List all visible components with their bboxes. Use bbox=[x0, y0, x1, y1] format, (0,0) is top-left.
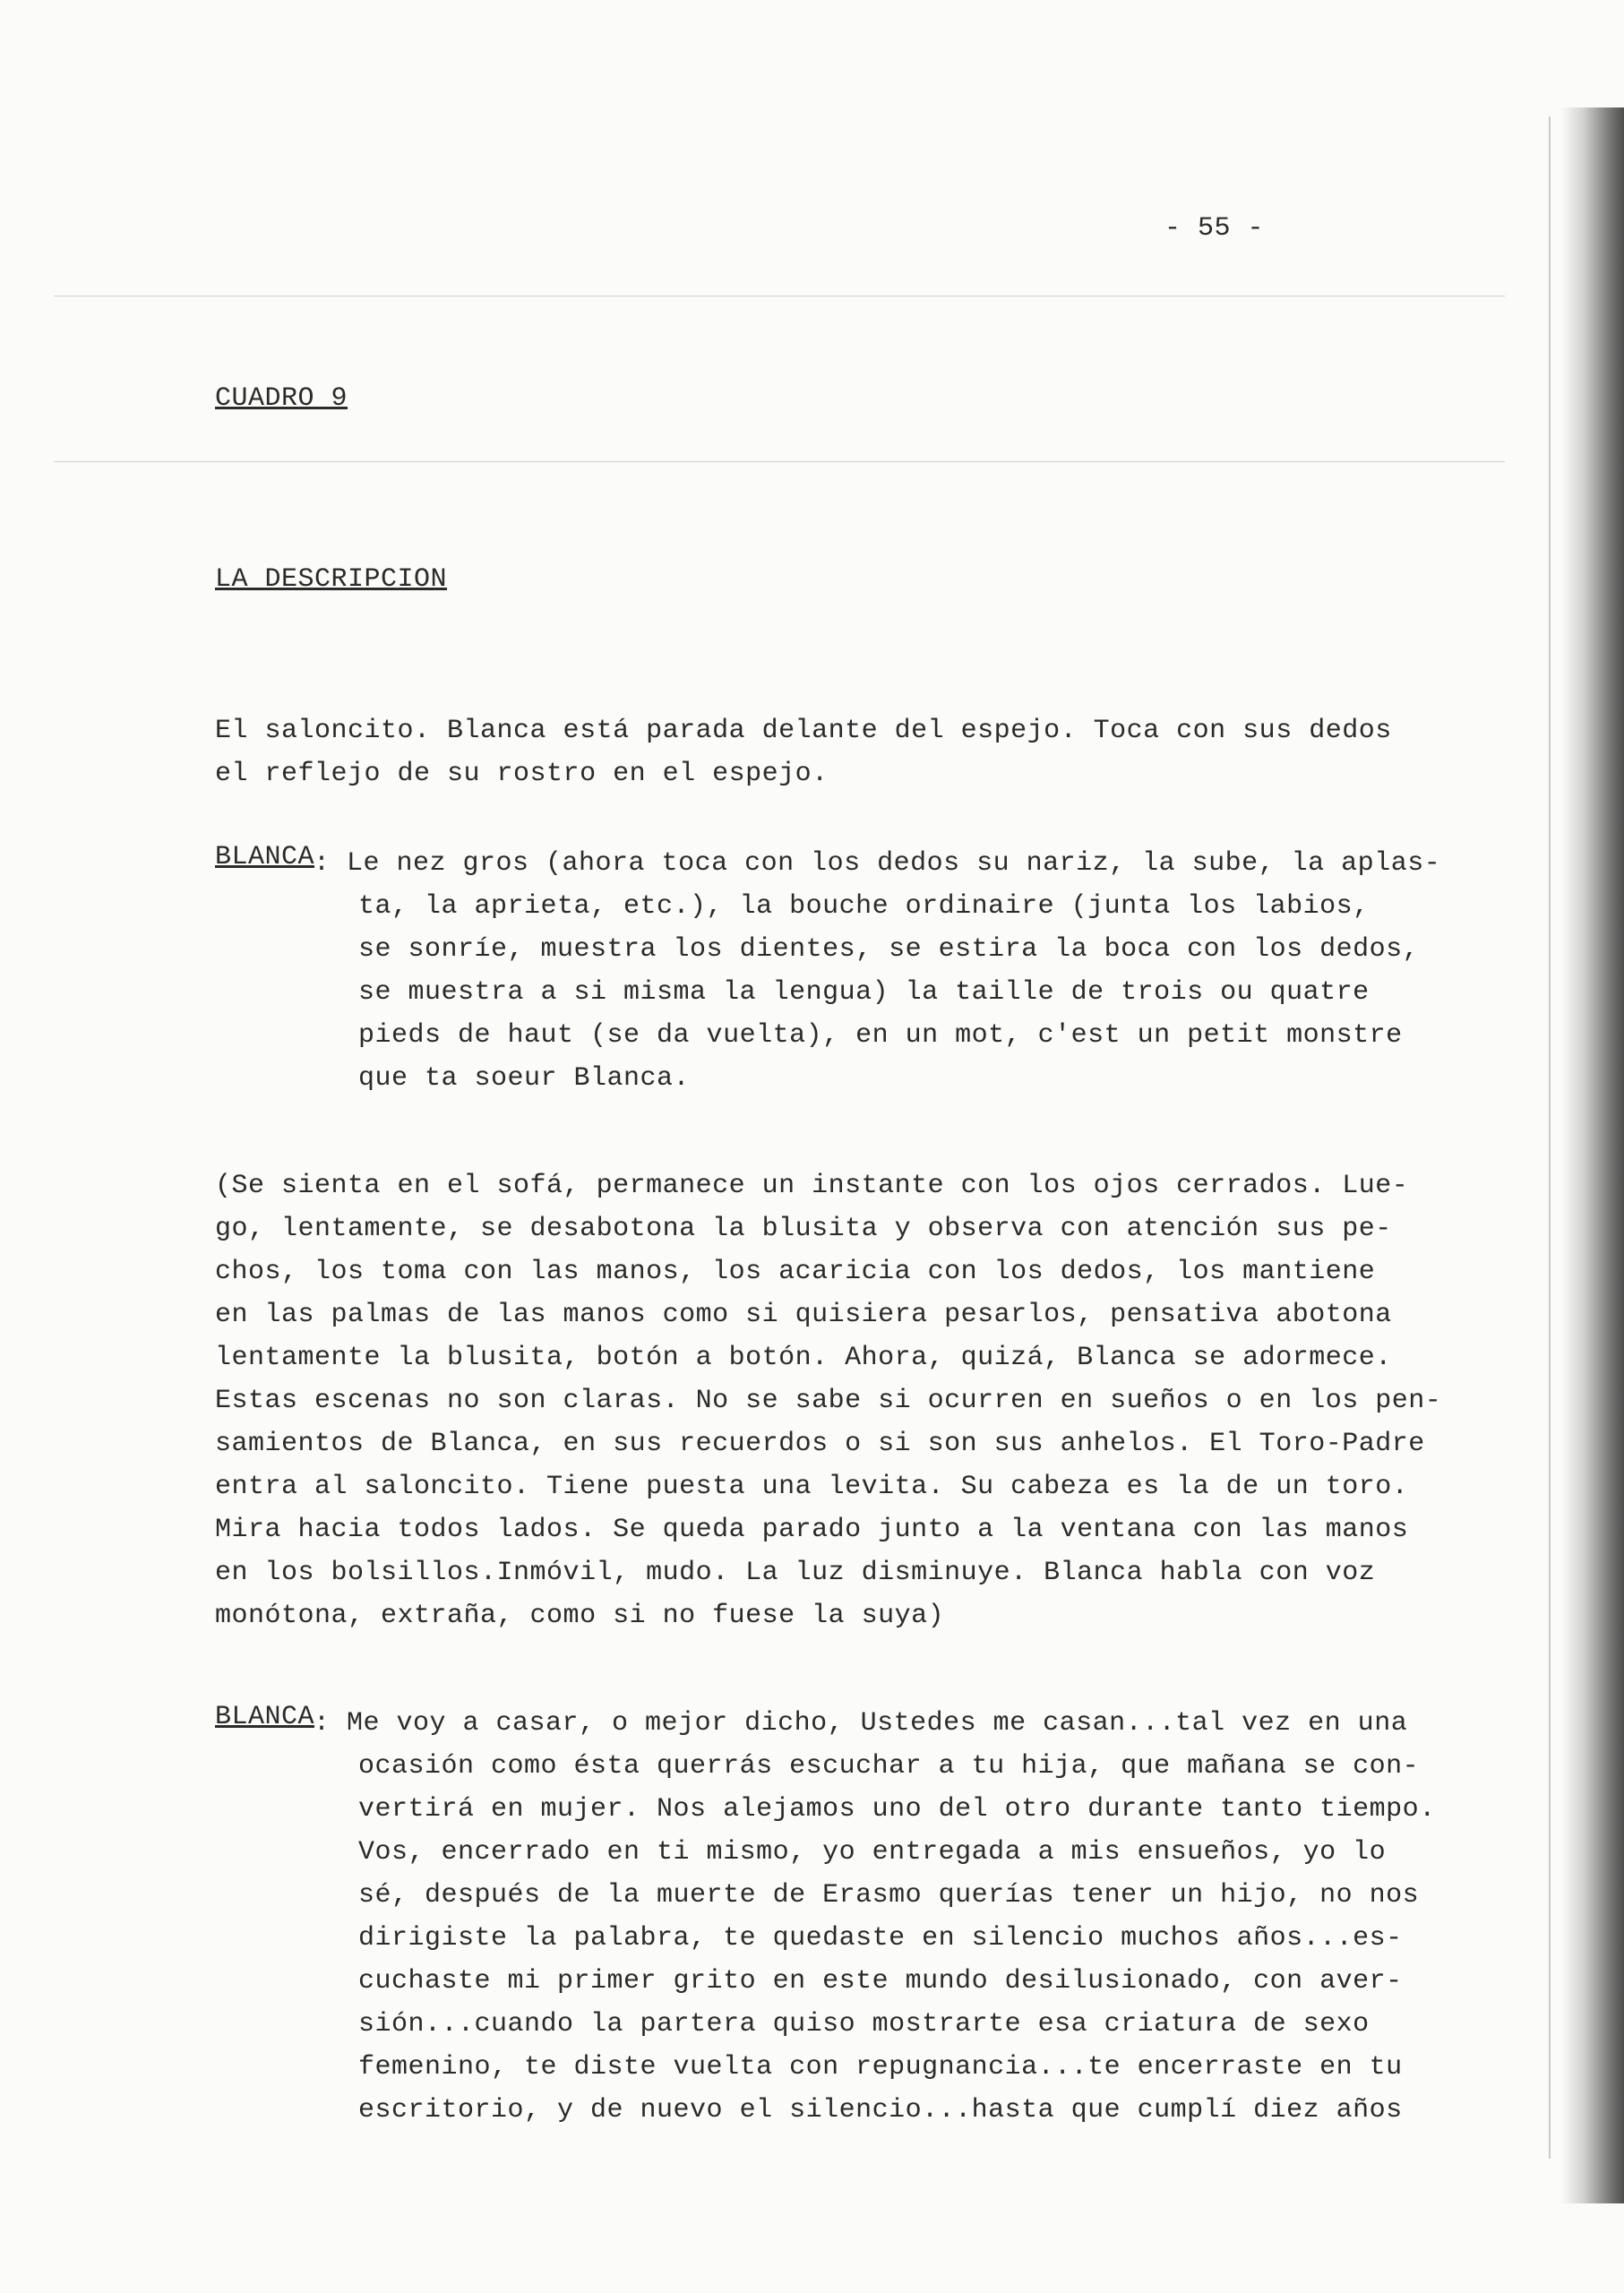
dialogue-line: se sonríe, muestra los dientes, se estira la boca con los dedos, bbox=[358, 934, 1420, 965]
dialogue-line: dirigiste la palabra, te quedaste en silencio muchos años...es- bbox=[358, 1923, 1403, 1954]
speaker-name: BLANCA bbox=[215, 1702, 315, 1732]
speaker-name: BLANCA bbox=[215, 842, 315, 872]
stage-direction-line: entra al saloncito. Tiene puesta una levita. Su cabeza es la de un toro. bbox=[215, 1472, 1409, 1502]
dialogue-line: pieds de haut (se da vuelta), en un mot, c'est un petit monstre bbox=[358, 1020, 1403, 1051]
stage-direction-line: el reflejo de su rostro en el espejo. bbox=[215, 759, 829, 789]
stage-direction-line: monótona, extraña, como si no fuese la suya) bbox=[215, 1601, 945, 1631]
stage-direction-line: go, lentamente, se desabotona la blusita y observa con atención sus pe- bbox=[215, 1214, 1392, 1244]
scene-heading: CUADRO 9 bbox=[215, 383, 348, 414]
dialogue-line: sión...cuando la partera quiso mostrarte esa criatura de sexo bbox=[358, 2009, 1370, 2040]
dialogue-line: vertirá en mujer. Nos alejamos uno del otro durante tanto tiempo. bbox=[358, 1794, 1436, 1825]
stage-direction-line: (Se sienta en el sofá, permanece un instante con los ojos cerrados. Lue- bbox=[215, 1171, 1409, 1201]
binding-shadow bbox=[1561, 107, 1624, 2203]
dialogue-line: se muestra a si misma la lengua) la taille de trois ou quatre bbox=[358, 977, 1370, 1008]
stage-direction-opening bbox=[215, 709, 1392, 795]
stage-direction-line: chos, los toma con las manos, los acaricia con los dedos, los mantiene bbox=[215, 1257, 1376, 1287]
page-number: - 55 - bbox=[1164, 213, 1265, 244]
stage-direction-line: El saloncito. Blanca está parada delante del espejo. Toca con sus dedos bbox=[215, 716, 1392, 746]
scan-artifact-rule bbox=[54, 461, 1505, 462]
dialogue-block-continuation bbox=[358, 1745, 1436, 2132]
stage-direction-line: lentamente la blusita, botón a botón. Ahora, quizá, Blanca se adormece. bbox=[215, 1343, 1392, 1373]
stage-direction-line: en los bolsillos.Inmóvil, mudo. La luz disminuye. Blanca habla con voz bbox=[215, 1558, 1376, 1588]
dialogue-line: sé, después de la muerte de Erasmo querías tener un hijo, no nos bbox=[358, 1880, 1420, 1911]
dialogue-block bbox=[314, 1702, 1407, 1745]
stage-direction-main bbox=[215, 1164, 1441, 1637]
dialogue-block bbox=[314, 842, 1440, 885]
dialogue-line: cuchaste mi primer grito en este mundo desilusionado, con aver- bbox=[358, 1966, 1403, 1997]
stage-direction-line: Estas escenas no son claras. No se sabe si ocurren en sueños o en los pen- bbox=[215, 1386, 1442, 1416]
dialogue-line: escritorio, y de nuevo el silencio...hasta que cumplí diez años bbox=[358, 2095, 1403, 2126]
dialogue-line: Vos, encerrado en ti mismo, yo entregada a mis ensueños, yo lo bbox=[358, 1837, 1387, 1868]
dialogue-line: : Me voy a casar, o mejor dicho, Ustedes me casan...tal vez en una bbox=[314, 1708, 1408, 1739]
stage-direction-line: samientos de Blanca, en sus recuerdos o si son sus anhelos. El Toro-Padre bbox=[215, 1429, 1425, 1459]
dialogue-line: : Le nez gros (ahora toca con los dedos su nariz, la sube, la aplas- bbox=[314, 848, 1441, 879]
dialogue-line: femenino, te diste vuelta con repugnancia...te encerraste en tu bbox=[358, 2052, 1403, 2083]
stage-direction-line: en las palmas de las manos como si quisiera pesarlos, pensativa abotona bbox=[215, 1300, 1392, 1330]
dialogue-line: que ta soeur Blanca. bbox=[358, 1063, 691, 1094]
stage-direction-line: Mira hacia todos lados. Se queda parado junto a la ventana con las manos bbox=[215, 1515, 1409, 1545]
dialogue-line: ta, la aprieta, etc.), la bouche ordinaire (junta los labios, bbox=[358, 891, 1370, 922]
page-edge-line bbox=[1549, 116, 1551, 2159]
scene-title: LA DESCRIPCION bbox=[215, 564, 448, 595]
dialogue-line: ocasión como ésta querrás escuchar a tu hija, que mañana se con- bbox=[358, 1751, 1420, 1782]
dialogue-block-continuation bbox=[358, 885, 1419, 1100]
